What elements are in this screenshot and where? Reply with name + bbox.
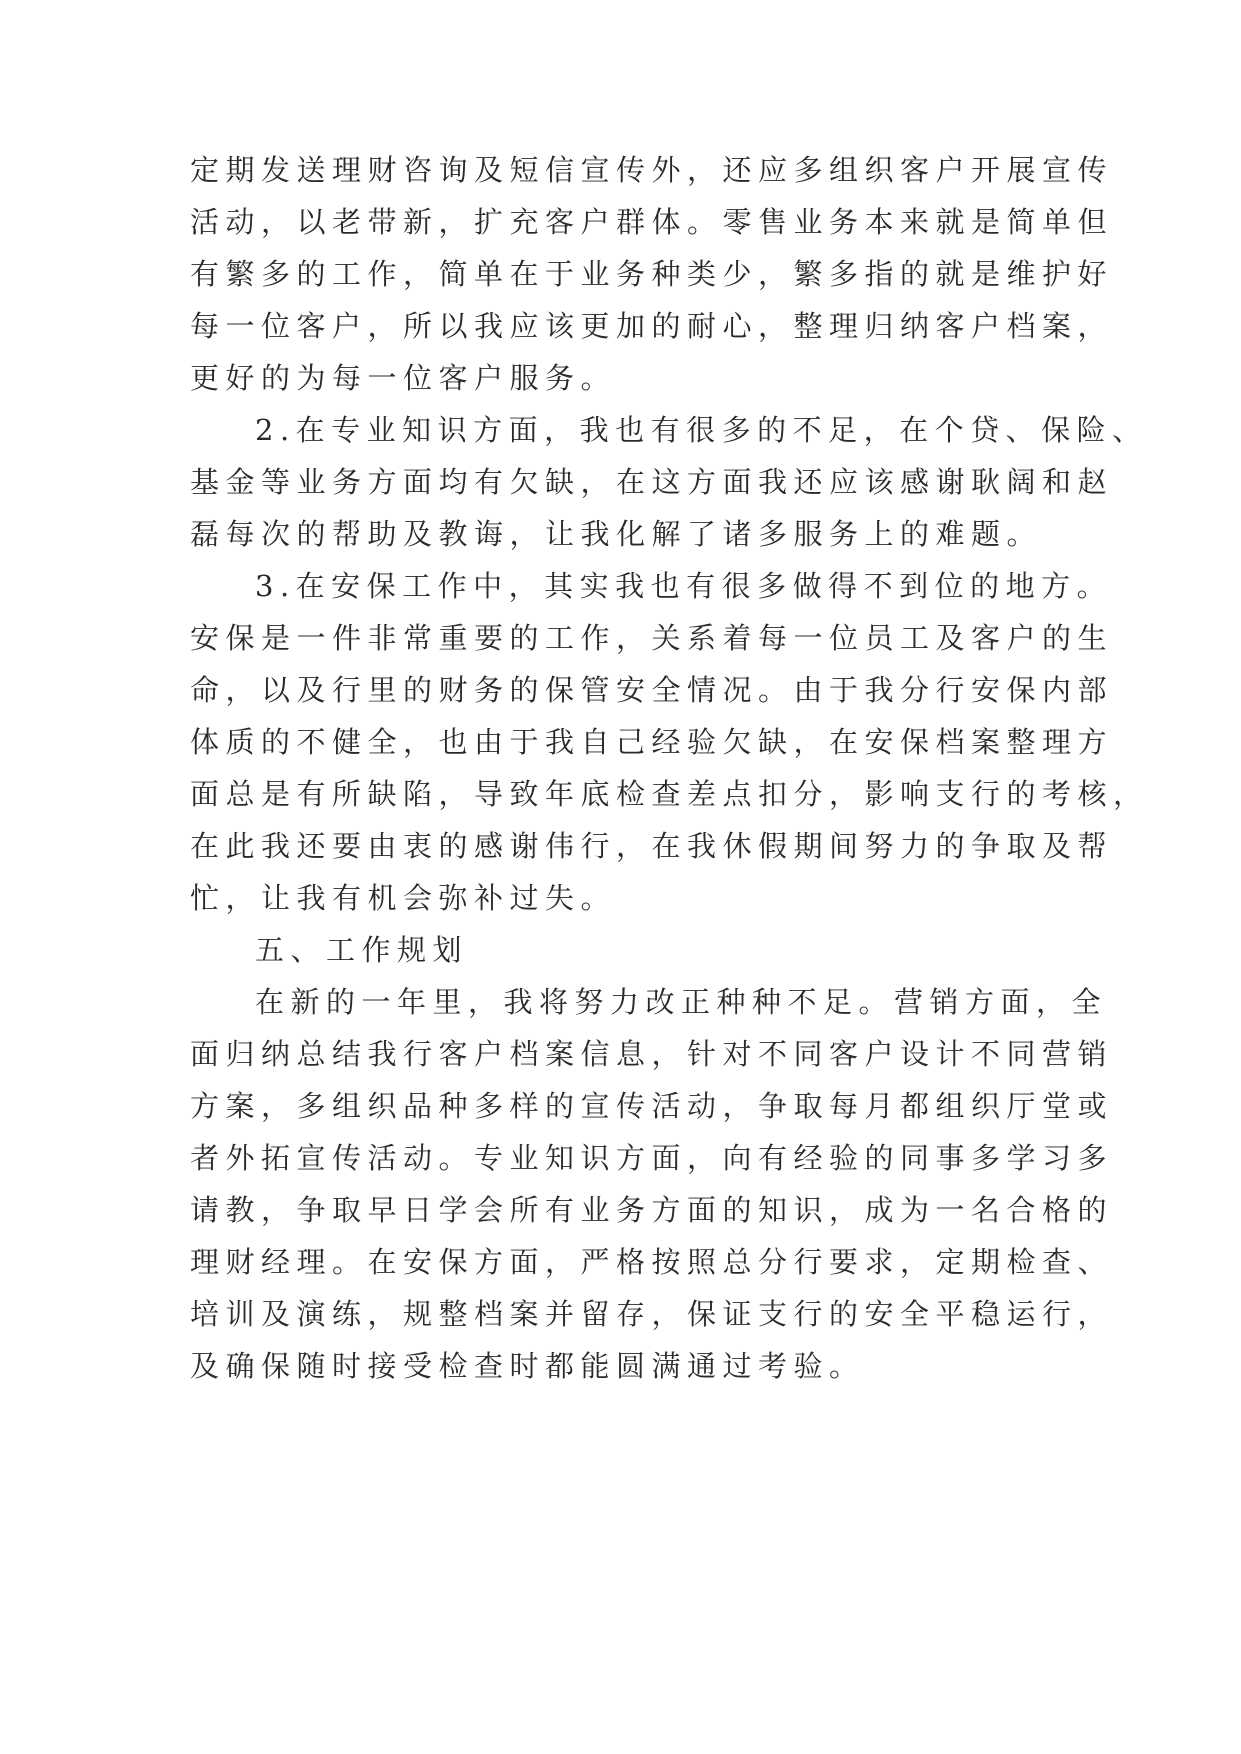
text-line: 定期发送理财咨询及短信宣传外，还应多组织客户开展宣传 — [190, 153, 1114, 187]
text-line: 忙，让我有机会弥补过失。 — [190, 881, 617, 915]
text-line: 活动，以老带新，扩充客户群体。零售业务本来就是简单但 — [190, 205, 1114, 239]
text-line: 及确保随时接受检查时都能圆满通过考验。 — [190, 1349, 865, 1383]
text-line: 基金等业务方面均有欠缺，在这方面我还应该感谢耿阔和赵 — [190, 465, 1114, 499]
text-line: 请教，争取早日学会所有业务方面的知识，成为一名合格的 — [190, 1193, 1114, 1227]
text-line: 在此我还要由衷的感谢伟行，在我休假期间努力的争取及帮 — [190, 829, 1114, 863]
text-line: 理财经理。在安保方面，严格按照总分行要求，定期检查、 — [190, 1245, 1114, 1279]
text-line: 培训及演练，规整档案并留存，保证支行的安全平稳运行， — [190, 1297, 1114, 1331]
text-line: 者外拓宣传活动。专业知识方面，向有经验的同事多学习多 — [190, 1141, 1114, 1175]
text-line: 每一位客户，所以我应该更加的耐心，整理归纳客户档案， — [190, 309, 1114, 343]
text-line: 安保是一件非常重要的工作，关系着每一位员工及客户的生 — [190, 621, 1114, 655]
text-line: 命，以及行里的财务的保管安全情况。由于我分行安保内部 — [190, 673, 1114, 707]
text-line: 方案，多组织品种多样的宣传活动，争取每月都组织厅堂或 — [190, 1089, 1114, 1123]
text-line: 2.在专业知识方面，我也有很多的不足，在个贷、保险、 — [255, 413, 1148, 447]
text-line: 有繁多的工作，简单在于业务种类少，繁多指的就是维护好 — [190, 257, 1114, 291]
text-line: 面归纳总结我行客户档案信息，针对不同客户设计不同营销 — [190, 1037, 1114, 1071]
text-line: 更好的为每一位客户服务。 — [190, 361, 617, 395]
text-line: 磊每次的帮助及教诲，让我化解了诸多服务上的难题。 — [190, 517, 1043, 551]
section-heading: 五、工作规划 — [255, 933, 469, 967]
text-line: 体质的不健全，也由于我自己经验欠缺，在安保档案整理方 — [190, 725, 1114, 759]
text-line: 3.在安保工作中，其实我也有很多做得不到位的地方。 — [255, 569, 1113, 603]
text-line: 面总是有所缺陷，导致年底检查差点扣分，影响支行的考核， — [190, 777, 1149, 811]
text-line: 在新的一年里，我将努力改正种种不足。营销方面，全 — [255, 985, 1108, 1019]
